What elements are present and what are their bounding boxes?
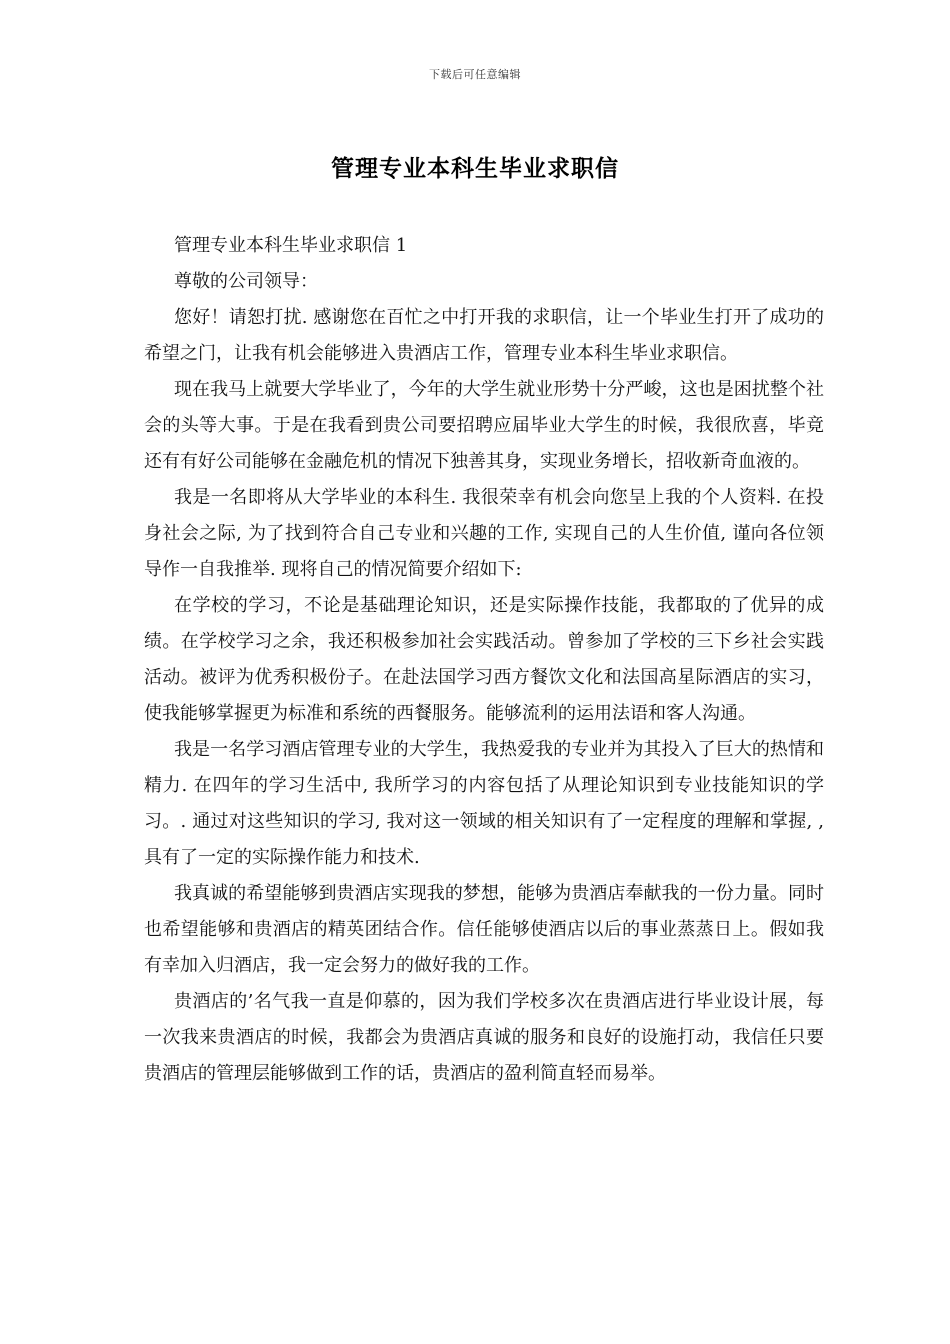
paragraph: 现在我马上就要大学毕业了，今年的大学生就业形势十分严峻，这也是困扰整个社会的头等大事。于是在我看到贵公司要招聘应届毕业大学生的时候，我很欣喜，毕竟还有有好公司能够在金融危机的情况下独善其身，实现业务增长，招收新奇血液的。: [144, 379, 824, 472]
document-body: [144, 228, 824, 1092]
paragraph: 在学校的学习，不论是基础理论知识，还是实际操作技能，我都取的了优异的成绩。在学校学习之余，我还积极参加社会实践活动。曾参加了学校的三下乡社会实践活动。被评为优秀积极份子。在赴法国学习西方餐饮文化和法国高星际酒店的实习，使我能够掌握更为标准和系统的西餐服务。能够流利的运用法语和客人沟通。: [144, 595, 824, 724]
paragraph: 您好！请恕打扰. 感谢您在百忙之中打开我的求职信，让一个毕业生打开了成功的希望之门，让我有机会能够进入贵酒店工作，管理专业本科生毕业求职信。: [144, 307, 824, 364]
paragraph: 我是一名学习酒店管理专业的大学生，我热爱我的专业并为其投入了巨大的热情和精力. 在四年的学习生活中, 我所学习的内容包括了从理论知识到专业技能知识的学习。. 通过对这些知识的学习, 我对这一领域的相关知识有了一定程度的理解和掌握, , 具有了一定的实际操作能力和技术.: [144, 739, 824, 868]
paragraph: 我真诚的希望能够到贵酒店实现我的梦想，能够为贵酒店奉献我的一份力量。同时也希望能够和贵酒店的精英团结合作。信任能够使酒店以后的事业蒸蒸日上。假如我有幸加入归酒店，我一定会努力的做好我的工作。: [144, 883, 824, 976]
paragraph-salutation: 尊敬的公司领导：: [174, 271, 318, 292]
paragraph: 贵酒店的’名气我一直是仰慕的，因为我们学校多次在贵酒店进行毕业设计展，每一次我来贵酒店的时候，我都会为贵酒店真诚的服务和良好的设施打动，我信任只要贵酒店的管理层能够做到工作的话，贵酒店的盈利简直轻而易举。: [144, 991, 824, 1084]
paragraph-heading: 管理专业本科生毕业求职信 1: [174, 235, 408, 256]
document-title: 管理专业本科生毕业求职信: [331, 155, 619, 182]
paragraph: 我是一名即将从大学毕业的本科生. 我很荣幸有机会向您呈上我的个人资料. 在投身社会之际, 为了找到符合自己专业和兴趣的工作, 实现自己的人生价值, 谨向各位领导作一自我推举. 现将自己的情况简要介绍如下:: [144, 487, 824, 580]
header-note: 下载后可任意编辑: [429, 68, 521, 81]
